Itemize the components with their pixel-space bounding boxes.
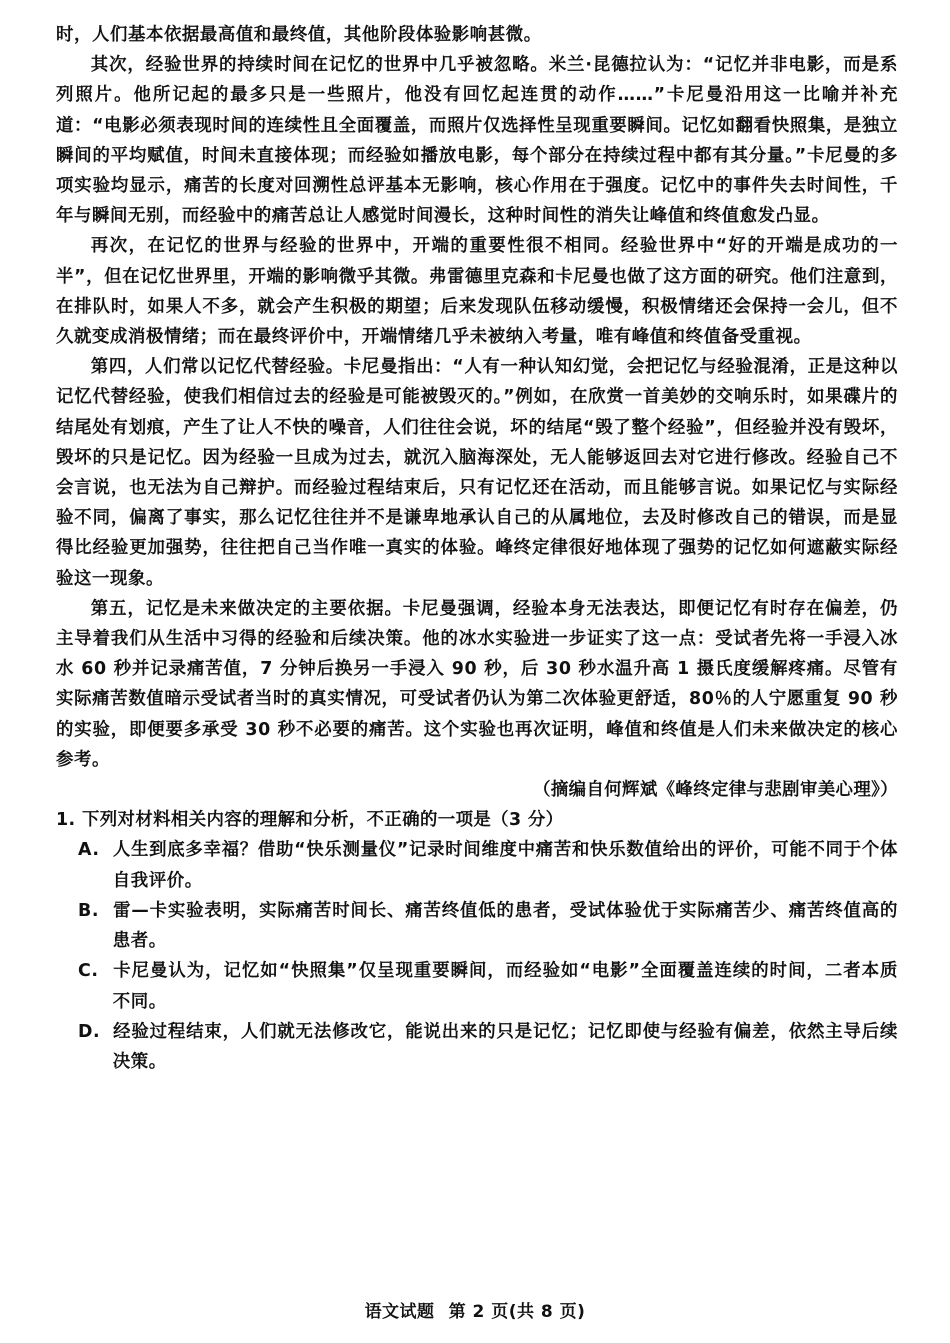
option-letter: A.: [78, 840, 100, 861]
option-text: 卡尼曼认为，记忆如“快照集”仅呈现重要瞬间，而经验如“电影”全面覆盖连续的时间，二者本质不同。: [112, 961, 898, 1012]
question-1-stem: 1. 下列对材料相关内容的理解和分析，不正确的一项是（3 分）: [56, 810, 564, 831]
option-letter: C.: [78, 961, 99, 982]
option-letter: D.: [78, 1021, 101, 1042]
footer-page-number: 第 2 页(共 8 页): [448, 1302, 586, 1322]
question-1-option-d: [78, 1017, 898, 1077]
question-1-option-a: [78, 835, 898, 895]
passage-paragraph-3: 再次，在记忆的世界与经验的世界中，开端的重要性很不相同。经验世界中“好的开端是成功的一半”，但在记忆世界里，开端的影响微乎其微。弗雷德里克森和卡尼曼也做了这方面的研究。他们注意到，在排队时，如果人不多，就会产生积极的期望；后来发现队伍移动缓慢，积极情绪还会保持一会儿，但不久就变成消极情绪；而在最终评价中，开端情绪几乎未被纳入考量，唯有峰值和终值备受重视。: [56, 236, 898, 348]
question-1-option-c: [78, 956, 898, 1016]
option-text: 人生到底多幸福？借助“快乐测量仪”记录时间维度中痛苦和快乐数值给出的评价，可能不同于个体自我评价。: [112, 840, 898, 891]
passage-body: [56, 20, 898, 1077]
option-letter: B.: [78, 900, 100, 921]
option-text: 雷—卡实验表明，实际痛苦时间长、痛苦终值低的患者，受试体验优于实际痛苦少、痛苦终值高的患者。: [112, 900, 898, 952]
passage-source: （摘编自何辉斌《峰终定律与悲剧审美心理》）: [533, 780, 898, 801]
question-1-option-b: [78, 896, 898, 956]
passage-paragraph-4: 第四，人们常以记忆代替经验。卡尼曼指出：“人有一种认知幻觉，会把记忆与经验混淆，正是这种以记忆代替经验，使我们相信过去的经验是可能被毁灭的。”例如，在欣赏一首美妙的交响乐时，如果碟片的结尾处有划痕，产生了让人不快的噪音，人们往往会说，坏的结尾“毁了整个经验”，但经验并没有毁坏，毁坏的只是记忆。因为经验一旦成为过去，就沉入脑海深处，无人能够返回去对它进行修改。经验自己不会言说，也无法为自己辩护。而经验过程结束后，只有记忆还在活动，而且能够言说。如果记忆与实际经验不同，偏离了事实，那么记忆往往并不是谦卑地承认自己的从属地位，去及时修改自己的错误，而是显得比经验更加强势，往往把自己当作唯一真实的体验。峰终定律很好地体现了强势的记忆如何遮蔽实际经验这一现象。: [56, 357, 898, 589]
passage-paragraph-2: 其次，经验世界的持续时间在记忆的世界中几乎被忽略。米兰·昆德拉认为：“记忆并非电影，而是系列照片。他所记起的最多只是一些照片，他没有回忆起连贯的动作……”卡尼曼沿用这一比喻并补充道：“电影必须表现时间的连续性且全面覆盖，而照片仅选择性呈现重要瞬间。记忆如翻看快照集，是独立瞬间的平均赋值，时间未直接体现；而经验如播放电影，每个部分在持续过程中都有其分量。”卡尼曼的多项实验均显示，痛苦的长度对回溯性总评基本无影响，核心作用在于强度。记忆中的事件失去时间性，千年与瞬间无别，而经验中的痛苦总让人感觉时间漫长，这种时间性的消失让峰值和终值愈发凸显。: [56, 55, 898, 227]
passage-paragraph-1: 时，人们基本依据最高值和最终值，其他阶段体验影响甚微。: [56, 25, 542, 45]
footer-subject: 语文试题: [364, 1302, 435, 1322]
option-text: 经验过程结束，人们就无法修改它，能说出来的只是记忆；记忆即使与经验有偏差，依然主导后续决策。: [112, 1021, 898, 1072]
passage-paragraph-5: 第五，记忆是未来做决定的主要依据。卡尼曼强调，经验本身无法表达，即便记忆有时存在偏差，仍主导着我们从生活中习得的经验和后续决策。他的冰水实验进一步证实了这一点：受试者先将一手浸入冰水 60 秒并记录痛苦值，7 分钟后换另一手浸入 90 秒，后 30 秒水温升高 1 摄氏度缓解疼痛。尽管有实际痛苦数值暗示受试者当时的真实情况，可受试者仍认为第二次体验更舒适，80％的人宁愿重复 90 秒的实验，即便要多承受 30 秒不必要的痛苦。这个实验也再次证明，峰值和终值是人们未来做决定的核心参考。: [56, 598, 898, 770]
page-footer: [0, 1297, 950, 1322]
